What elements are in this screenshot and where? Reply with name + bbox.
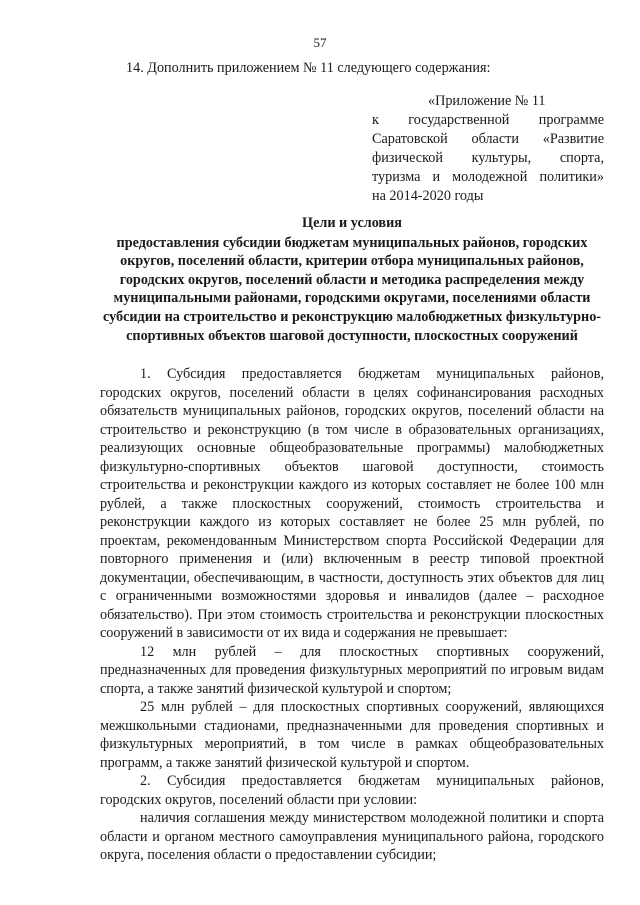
paragraph: 1. Субсидия предоставляется бюджетам муниципальных районов, городских округов, поселений области в целях софинансирования расходных обязательств муниципальных районов, городских округов, поселений области на строительство и реконструкцию (в том числе в образовательных организациях, реализующих основные общеобразовательные программы) малобюджетных физкультурно-спортивных объектов шаговой доступности, стоимость строительства и реконструкции каждого из которых составляет не более 100 млн рублей, а также плоскостных сооружений, стоимость строительства и реконструкции каждого из которых составляет не более 25 млн рублей, по проектам, рекомендованным Министерством спорта Российской Федерации для повторного применения и (или) включенным в реестр типовой проектной документации, обеспечивающим, в частности, доступность этих объектов для лиц с ограниченными возможностями здоровья и инвалидов (далее – расходное обязательство). При этом стоимость строительства и реконструкции плоскостных сооружений в зависимости от их вида и содержания не превышает: — [100, 366, 604, 641]
appendix-line: на 2014-2020 годы — [372, 188, 484, 204]
paragraph: 2. Субсидия предоставляется бюджетам муниципальных районов, городских округов, поселений области при условии: — [100, 773, 604, 808]
intro-text: 14. Дополнить приложением № 11 следующего содержания: — [126, 60, 491, 76]
appendix-line: туризма и молодежной политики» — [372, 169, 604, 185]
paragraph: 25 млн рублей – для плоскостных спортивных сооружений, являющихся межшкольными стадионами, предназначенными для проведения спортивных и физкультурных мероприятий, в том числе в рамках общеобразовательных программ, а также занятий физической культурой и спортом. — [100, 699, 604, 771]
page-number: 57 — [313, 35, 327, 50]
appendix-title: «Приложение № 11 — [428, 93, 546, 109]
document-body — [100, 365, 604, 865]
appendix-header — [372, 92, 604, 206]
appendix-line: физической культуры, спорта, — [372, 150, 604, 166]
paragraph: наличия соглашения между министерством молодежной политики и спорта области и органом местного самоуправления муниципального района, городского округа, поселения области о предоставлении субсидии; — [100, 810, 604, 863]
section-heading — [100, 214, 604, 345]
appendix-line: Саратовской области «Развитие — [372, 131, 604, 147]
paragraph: 12 млн рублей – для плоскостных спортивных сооружений, предназначенных для проведения физкультурных мероприятий по игровым видам спорта, а также занятий физической культурой и спортом; — [100, 643, 604, 697]
heading-subtitle: предоставления субсидии бюджетам муниципальных районов, городских округов, поселений области, критерии отбора муниципальных районов, городских округов, поселений области и методика распределения между муниципальными районами, городскими округами, поселениями области субсидии на строительство и реконструкцию малобюджетных физкультурно-спортивных объектов шаговой доступности, плоскостных сооружений — [102, 234, 602, 344]
appendix-line: к государственной программе — [372, 112, 604, 128]
heading-title: Цели и условия — [302, 215, 402, 231]
